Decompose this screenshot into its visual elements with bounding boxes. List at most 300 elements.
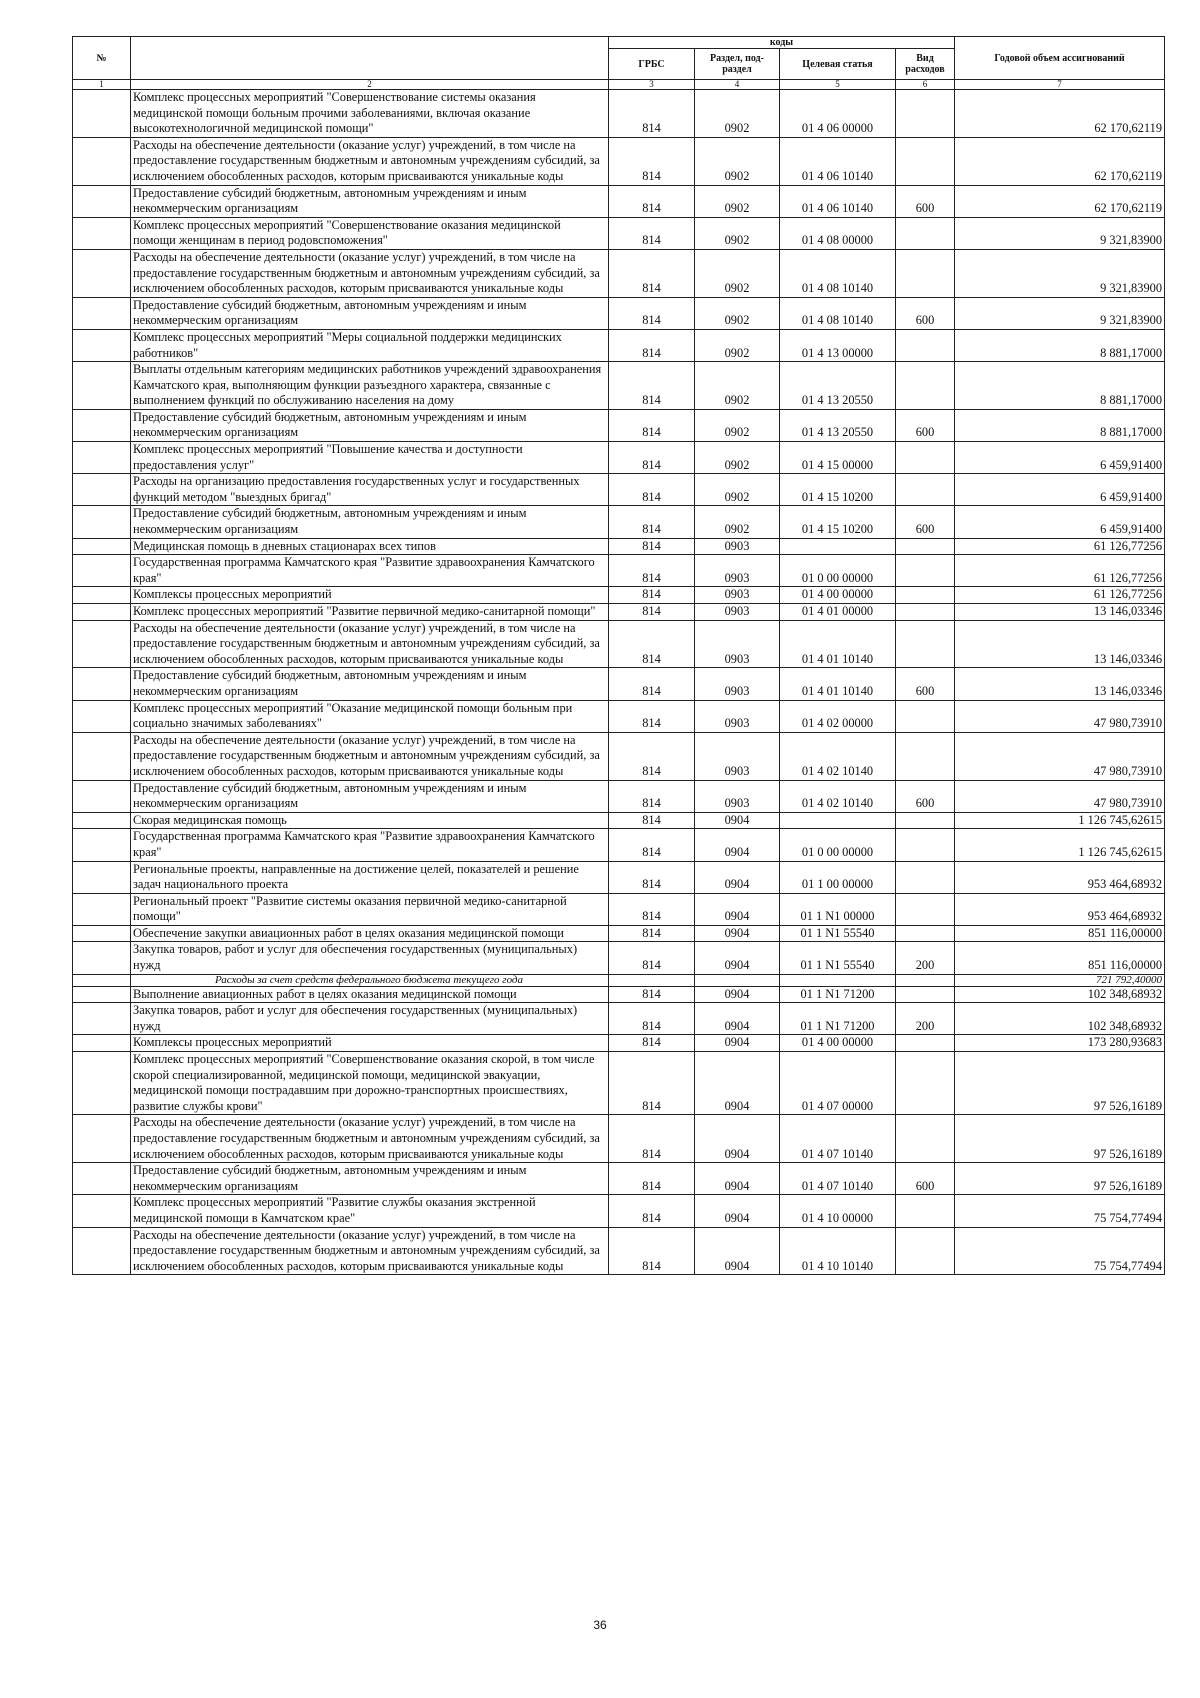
- row-amount: 9 321,83900: [955, 249, 1165, 297]
- row-name: Комплекс процессных мероприятий "Повышение качества и доступности предоставления услуг": [131, 442, 609, 474]
- row-kind: 200: [896, 942, 955, 974]
- row-number-cell: [73, 925, 131, 942]
- row-amount: 47 980,73910: [955, 780, 1165, 812]
- row-grbs: 814: [609, 1052, 695, 1115]
- row-section: 0904: [695, 1052, 780, 1115]
- row-name: Закупка товаров, работ и услуг для обеспечения государственных (муниципальных) нужд: [131, 1003, 609, 1035]
- row-kind: [896, 442, 955, 474]
- row-target: 01 1 N1 71200: [780, 1003, 896, 1035]
- row-amount: 47 980,73910: [955, 732, 1165, 780]
- row-number-cell: [73, 297, 131, 329]
- row-amount: 953 464,68932: [955, 893, 1165, 925]
- table-row: [73, 604, 1165, 621]
- row-number-cell: [73, 1163, 131, 1195]
- row-target: 01 1 N1 00000: [780, 893, 896, 925]
- row-kind: [896, 829, 955, 861]
- row-target: 01 4 13 20550: [780, 362, 896, 410]
- row-section: 0904: [695, 812, 780, 829]
- row-kind: [896, 620, 955, 668]
- row-number-cell: [73, 90, 131, 138]
- header-grbs: ГРБС: [609, 49, 695, 80]
- row-number-cell: [73, 732, 131, 780]
- col-num-2: 2: [131, 80, 609, 90]
- row-section: 0903: [695, 620, 780, 668]
- row-amount: 6 459,91400: [955, 506, 1165, 538]
- row-target: 01 4 10 10140: [780, 1227, 896, 1275]
- row-kind: [896, 329, 955, 361]
- row-target: 01 4 07 10140: [780, 1115, 896, 1163]
- row-number-cell: [73, 1035, 131, 1052]
- row-grbs: 814: [609, 587, 695, 604]
- row-amount: 75 754,77494: [955, 1227, 1165, 1275]
- row-number-cell: [73, 1003, 131, 1035]
- row-grbs: [609, 974, 695, 986]
- row-name: Выплаты отдельным категориям медицинских работников учреждений здравоохранения Камчатского края, выполняющим функции разъездного характера, связанные с выполнением функций по обслуживанию населения на дому: [131, 362, 609, 410]
- row-target: 01 4 06 00000: [780, 90, 896, 138]
- row-number-cell: [73, 668, 131, 700]
- table-body: [73, 90, 1165, 1275]
- row-name: Комплекс процессных мероприятий "Совершенствование системы оказания медицинской помощи больным прочими заболеваниями, включая оказание высокотехнологичной медицинской помощи": [131, 90, 609, 138]
- table-row: [73, 297, 1165, 329]
- row-kind: 600: [896, 297, 955, 329]
- header-name: [131, 37, 609, 80]
- row-amount: 75 754,77494: [955, 1195, 1165, 1227]
- row-name: Государственная программа Камчатского края "Развитие здравоохранения Камчатского края": [131, 829, 609, 861]
- row-number-cell: [73, 700, 131, 732]
- table-row: [73, 1003, 1165, 1035]
- row-grbs: 814: [609, 732, 695, 780]
- row-target: 01 4 02 10140: [780, 780, 896, 812]
- table-row: [73, 506, 1165, 538]
- row-name: Комплекс процессных мероприятий "Совершенствование оказания медицинской помощи женщинам в период родовспоможения": [131, 217, 609, 249]
- row-amount: 97 526,16189: [955, 1115, 1165, 1163]
- row-number-cell: [73, 409, 131, 441]
- row-grbs: 814: [609, 780, 695, 812]
- row-name: Комплекс процессных мероприятий "Развитие первичной медико-санитарной помощи": [131, 604, 609, 621]
- row-section: 0902: [695, 362, 780, 410]
- budget-allocation-table: [72, 36, 1165, 1275]
- header-kind: Вид расходов: [896, 49, 955, 80]
- row-target: 01 4 15 10200: [780, 506, 896, 538]
- row-amount: 97 526,16189: [955, 1163, 1165, 1195]
- table-row: [73, 1227, 1165, 1275]
- row-target: 01 4 02 10140: [780, 732, 896, 780]
- row-target: 01 4 01 10140: [780, 620, 896, 668]
- header-section: Раздел, под-раздел: [695, 49, 780, 80]
- row-target: 01 4 08 10140: [780, 297, 896, 329]
- row-number-cell: [73, 942, 131, 974]
- row-target: 01 4 01 00000: [780, 604, 896, 621]
- page-number: 36: [593, 1618, 607, 1632]
- row-amount: 61 126,77256: [955, 538, 1165, 555]
- table-row: [73, 409, 1165, 441]
- row-section: 0904: [695, 942, 780, 974]
- row-grbs: 814: [609, 829, 695, 861]
- table-row: [73, 812, 1165, 829]
- row-target: 01 4 02 00000: [780, 700, 896, 732]
- row-kind: [896, 1052, 955, 1115]
- row-section: 0902: [695, 297, 780, 329]
- row-grbs: 814: [609, 668, 695, 700]
- row-amount: 62 170,62119: [955, 90, 1165, 138]
- row-name: Расходы на обеспечение деятельности (оказание услуг) учреждений, в том числе на предоставление государственным бюджетным и автономным учреждениям субсидий, за исключением обособленных расходов, которым присваиваются уникальные коды: [131, 249, 609, 297]
- row-number-cell: [73, 217, 131, 249]
- row-section: 0903: [695, 668, 780, 700]
- row-grbs: 814: [609, 812, 695, 829]
- row-kind: 600: [896, 409, 955, 441]
- row-number-cell: [73, 620, 131, 668]
- row-grbs: 814: [609, 1003, 695, 1035]
- row-section: 0902: [695, 442, 780, 474]
- row-grbs: 814: [609, 861, 695, 893]
- row-target: 01 4 07 00000: [780, 1052, 896, 1115]
- table-row: [73, 732, 1165, 780]
- row-kind: 600: [896, 1163, 955, 1195]
- row-number-cell: [73, 1227, 131, 1275]
- row-grbs: 814: [609, 217, 695, 249]
- row-amount: 1 126 745,62615: [955, 812, 1165, 829]
- row-grbs: 814: [609, 362, 695, 410]
- table-row: [73, 1163, 1165, 1195]
- row-grbs: 814: [609, 942, 695, 974]
- row-grbs: 814: [609, 442, 695, 474]
- row-section: 0902: [695, 249, 780, 297]
- col-num-1: 1: [73, 80, 131, 90]
- row-grbs: 814: [609, 474, 695, 506]
- header-number: №: [73, 37, 131, 80]
- row-name: Расходы на обеспечение деятельности (оказание услуг) учреждений, в том числе на предоставление государственным бюджетным и автономным учреждениям субсидий, за исключением обособленных расходов, которым присваиваются уникальные коды: [131, 137, 609, 185]
- table-row: [73, 474, 1165, 506]
- row-section: 0904: [695, 986, 780, 1003]
- row-kind: [896, 1115, 955, 1163]
- row-name: Предоставление субсидий бюджетным, автономным учреждениям и иным некоммерческим организациям: [131, 1163, 609, 1195]
- row-amount: 13 146,03346: [955, 668, 1165, 700]
- row-kind: [896, 1035, 955, 1052]
- row-number-cell: [73, 538, 131, 555]
- row-kind: [896, 812, 955, 829]
- row-section: 0902: [695, 409, 780, 441]
- row-number-cell: [73, 893, 131, 925]
- row-number-cell: [73, 1195, 131, 1227]
- row-amount: 9 321,83900: [955, 217, 1165, 249]
- table-subrow: [73, 974, 1165, 986]
- row-section: [695, 974, 780, 986]
- row-kind: [896, 732, 955, 780]
- row-amount: 851 116,00000: [955, 942, 1165, 974]
- row-section: 0904: [695, 1035, 780, 1052]
- table-row: [73, 1115, 1165, 1163]
- col-num-4: 4: [695, 80, 780, 90]
- row-kind: 200: [896, 1003, 955, 1035]
- row-name: Комплексы процессных мероприятий: [131, 1035, 609, 1052]
- table-row: [73, 925, 1165, 942]
- row-number-cell: [73, 442, 131, 474]
- row-name: Комплекс процессных мероприятий "Совершенствование оказания скорой, в том числе скорой специализированной, медицинской помощи, медицинской эвакуации, медицинской помощи пострадавшим при дорожно-транспортных происшествиях, развитие службы крови": [131, 1052, 609, 1115]
- col-num-7: 7: [955, 80, 1165, 90]
- row-amount: 62 170,62119: [955, 137, 1165, 185]
- row-amount: 8 881,17000: [955, 329, 1165, 361]
- row-section: 0904: [695, 1163, 780, 1195]
- row-name: Региональный проект "Развитие системы оказания первичной медико-санитарной помощи": [131, 893, 609, 925]
- row-grbs: 814: [609, 620, 695, 668]
- row-number-cell: [73, 329, 131, 361]
- row-section: 0904: [695, 893, 780, 925]
- row-amount: 1 126 745,62615: [955, 829, 1165, 861]
- row-name: Скорая медицинская помощь: [131, 812, 609, 829]
- row-target: 01 4 01 10140: [780, 668, 896, 700]
- row-grbs: 814: [609, 555, 695, 587]
- row-target: 01 4 06 10140: [780, 185, 896, 217]
- row-grbs: 814: [609, 1195, 695, 1227]
- row-target: 01 1 N1 55540: [780, 925, 896, 942]
- row-kind: [896, 587, 955, 604]
- row-number-cell: [73, 829, 131, 861]
- table-row: [73, 555, 1165, 587]
- row-kind: [896, 700, 955, 732]
- row-section: 0904: [695, 861, 780, 893]
- row-number-cell: [73, 780, 131, 812]
- col-num-5: 5: [780, 80, 896, 90]
- row-name: Расходы на обеспечение деятельности (оказание услуг) учреждений, в том числе на предоставление государственным бюджетным и автономным учреждениям субсидий, за исключением обособленных расходов, которым присваиваются уникальные коды: [131, 1227, 609, 1275]
- table-row: [73, 538, 1165, 555]
- row-target: 01 4 07 10140: [780, 1163, 896, 1195]
- row-grbs: 814: [609, 297, 695, 329]
- row-name: Выполнение авиационных работ в целях оказания медицинской помощи: [131, 986, 609, 1003]
- row-number-cell: [73, 506, 131, 538]
- row-number-cell: [73, 555, 131, 587]
- table-row: [73, 90, 1165, 138]
- row-grbs: 814: [609, 1227, 695, 1275]
- row-grbs: 814: [609, 1035, 695, 1052]
- row-amount: 61 126,77256: [955, 555, 1165, 587]
- row-section: 0904: [695, 1003, 780, 1035]
- row-name: Комплексы процессных мероприятий: [131, 587, 609, 604]
- row-amount: 8 881,17000: [955, 409, 1165, 441]
- row-section: 0903: [695, 700, 780, 732]
- table-row: [73, 1195, 1165, 1227]
- row-name: Расходы на организацию предоставления государственных услуг и государственных функций методом "выездных бригад": [131, 474, 609, 506]
- row-section: 0903: [695, 538, 780, 555]
- row-name: Медицинская помощь в дневных стационарах всех типов: [131, 538, 609, 555]
- table-row: [73, 329, 1165, 361]
- row-amount: 6 459,91400: [955, 474, 1165, 506]
- table-row: [73, 893, 1165, 925]
- row-kind: [896, 1227, 955, 1275]
- row-target: 01 1 N1 55540: [780, 942, 896, 974]
- row-name: Предоставление субсидий бюджетным, автономным учреждениям и иным некоммерческим организациям: [131, 297, 609, 329]
- row-target: 01 4 10 00000: [780, 1195, 896, 1227]
- row-kind: [896, 925, 955, 942]
- row-amount: 173 280,93683: [955, 1035, 1165, 1052]
- row-number-cell: [73, 474, 131, 506]
- row-name: Закупка товаров, работ и услуг для обеспечения государственных (муниципальных) нужд: [131, 942, 609, 974]
- row-target: 01 4 00 00000: [780, 587, 896, 604]
- row-grbs: 814: [609, 329, 695, 361]
- row-grbs: 814: [609, 700, 695, 732]
- table-row: [73, 620, 1165, 668]
- row-number-cell: [73, 587, 131, 604]
- row-grbs: 814: [609, 137, 695, 185]
- row-target: 01 4 08 10140: [780, 249, 896, 297]
- table-row: [73, 780, 1165, 812]
- row-amount: 6 459,91400: [955, 442, 1165, 474]
- row-name: Государственная программа Камчатского края "Развитие здравоохранения Камчатского края": [131, 555, 609, 587]
- row-number-cell: [73, 986, 131, 1003]
- row-kind: [896, 986, 955, 1003]
- table-row: [73, 668, 1165, 700]
- row-number-cell: [73, 1052, 131, 1115]
- row-grbs: 814: [609, 185, 695, 217]
- row-name: Региональные проекты, направленные на достижение целей, показателей и решение задач национального проекта: [131, 861, 609, 893]
- row-section: 0902: [695, 329, 780, 361]
- row-kind: [896, 137, 955, 185]
- row-section: 0903: [695, 604, 780, 621]
- row-amount: 851 116,00000: [955, 925, 1165, 942]
- col-num-6: 6: [896, 80, 955, 90]
- row-number-cell: [73, 1115, 131, 1163]
- row-number-cell: [73, 604, 131, 621]
- row-name: Предоставление субсидий бюджетным, автономным учреждениям и иным некоммерческим организациям: [131, 506, 609, 538]
- row-kind: [896, 538, 955, 555]
- row-grbs: 814: [609, 1115, 695, 1163]
- row-section: 0904: [695, 1195, 780, 1227]
- row-number-cell: [73, 137, 131, 185]
- row-section: 0904: [695, 925, 780, 942]
- row-amount: 61 126,77256: [955, 587, 1165, 604]
- row-section: 0902: [695, 90, 780, 138]
- row-kind: [896, 604, 955, 621]
- row-section: 0904: [695, 1227, 780, 1275]
- row-grbs: 814: [609, 893, 695, 925]
- row-target: 01 4 13 00000: [780, 329, 896, 361]
- table-row: [73, 249, 1165, 297]
- row-target: 01 4 13 20550: [780, 409, 896, 441]
- row-kind: 600: [896, 506, 955, 538]
- row-section: 0902: [695, 217, 780, 249]
- row-amount: 62 170,62119: [955, 185, 1165, 217]
- row-amount: 102 348,68932: [955, 1003, 1165, 1035]
- row-grbs: 814: [609, 409, 695, 441]
- row-name: Комплекс процессных мероприятий "Оказание медицинской помощи больным при социально значимых заболеваниях": [131, 700, 609, 732]
- header-codes: коды: [609, 37, 955, 49]
- table-row: [73, 217, 1165, 249]
- row-amount: 13 146,03346: [955, 604, 1165, 621]
- row-name: Комплекс процессных мероприятий "Развитие службы оказания экстренной медицинской помощи в Камчатском крае": [131, 1195, 609, 1227]
- row-kind: [896, 555, 955, 587]
- row-section: 0902: [695, 506, 780, 538]
- table-row: [73, 829, 1165, 861]
- header-target: Целевая статья: [780, 49, 896, 80]
- row-number-cell: [73, 362, 131, 410]
- row-target: [780, 974, 896, 986]
- row-number-cell: [73, 861, 131, 893]
- row-number-cell: [73, 185, 131, 217]
- row-target: 01 4 00 00000: [780, 1035, 896, 1052]
- row-name: Расходы на обеспечение деятельности (оказание услуг) учреждений, в том числе на предоставление государственным бюджетным и автономным учреждениям субсидий, за исключением обособленных расходов, которым присваиваются уникальные коды: [131, 620, 609, 668]
- row-target: 01 4 08 00000: [780, 217, 896, 249]
- row-target: 01 0 00 00000: [780, 829, 896, 861]
- row-name: Предоставление субсидий бюджетным, автономным учреждениям и иным некоммерческим организациям: [131, 409, 609, 441]
- table-row: [73, 942, 1165, 974]
- table-header: [73, 37, 1165, 90]
- row-grbs: 814: [609, 538, 695, 555]
- row-kind: [896, 474, 955, 506]
- row-target: [780, 812, 896, 829]
- row-grbs: 814: [609, 90, 695, 138]
- row-grbs: 814: [609, 986, 695, 1003]
- row-kind: [896, 90, 955, 138]
- row-kind: [896, 974, 955, 986]
- row-section: 0903: [695, 587, 780, 604]
- table-row: [73, 986, 1165, 1003]
- header-volume: Годовой объем ассигнований: [955, 37, 1165, 80]
- row-number-cell: [73, 974, 131, 986]
- row-name: Предоставление субсидий бюджетным, автономным учреждениям и иным некоммерческим организациям: [131, 780, 609, 812]
- row-kind: [896, 249, 955, 297]
- row-kind: [896, 1195, 955, 1227]
- row-grbs: 814: [609, 506, 695, 538]
- row-grbs: 814: [609, 1163, 695, 1195]
- row-section: 0904: [695, 829, 780, 861]
- row-grbs: 814: [609, 925, 695, 942]
- row-target: [780, 538, 896, 555]
- row-amount: 97 526,16189: [955, 1052, 1165, 1115]
- row-number-cell: [73, 812, 131, 829]
- table-row: [73, 861, 1165, 893]
- row-grbs: 814: [609, 249, 695, 297]
- row-name: Расходы на обеспечение деятельности (оказание услуг) учреждений, в том числе на предоставление государственным бюджетным и автономным учреждениям субсидий, за исключением обособленных расходов, которым присваиваются уникальные коды: [131, 732, 609, 780]
- row-grbs: 814: [609, 604, 695, 621]
- row-amount: 9 321,83900: [955, 297, 1165, 329]
- row-amount: 13 146,03346: [955, 620, 1165, 668]
- row-amount: 8 881,17000: [955, 362, 1165, 410]
- row-amount: 953 464,68932: [955, 861, 1165, 893]
- row-section: 0904: [695, 1115, 780, 1163]
- table-row: [73, 700, 1165, 732]
- table-row: [73, 1035, 1165, 1052]
- table-row: [73, 442, 1165, 474]
- row-name: Комплекс процессных мероприятий "Меры социальной поддержки медицинских работников": [131, 329, 609, 361]
- row-target: 01 4 15 00000: [780, 442, 896, 474]
- row-section: 0903: [695, 780, 780, 812]
- row-target: 01 1 00 00000: [780, 861, 896, 893]
- row-section: 0903: [695, 732, 780, 780]
- row-section: 0902: [695, 137, 780, 185]
- row-kind: [896, 362, 955, 410]
- row-name: Обеспечение закупки авиационных работ в целях оказания медицинской помощи: [131, 925, 609, 942]
- table-row: [73, 362, 1165, 410]
- row-kind: [896, 217, 955, 249]
- row-amount: 721 792,40000: [955, 974, 1165, 986]
- row-name: Расходы за счет средств федерального бюджета текущего года: [131, 974, 609, 986]
- row-target: 01 4 15 10200: [780, 474, 896, 506]
- row-name: Расходы на обеспечение деятельности (оказание услуг) учреждений, в том числе на предоставление государственным бюджетным и автономным учреждениям субсидий, за исключением обособленных расходов, которым присваиваются уникальные коды: [131, 1115, 609, 1163]
- row-name: Предоставление субсидий бюджетным, автономным учреждениям и иным некоммерческим организациям: [131, 185, 609, 217]
- row-name: Предоставление субсидий бюджетным, автономным учреждениям и иным некоммерческим организациям: [131, 668, 609, 700]
- row-section: 0902: [695, 474, 780, 506]
- row-kind: 600: [896, 668, 955, 700]
- row-section: 0903: [695, 555, 780, 587]
- row-kind: 600: [896, 780, 955, 812]
- row-kind: [896, 893, 955, 925]
- row-amount: 47 980,73910: [955, 700, 1165, 732]
- row-target: 01 1 N1 71200: [780, 986, 896, 1003]
- row-kind: 600: [896, 185, 955, 217]
- row-number-cell: [73, 249, 131, 297]
- row-amount: 102 348,68932: [955, 986, 1165, 1003]
- row-kind: [896, 861, 955, 893]
- column-number-row: [73, 80, 1165, 90]
